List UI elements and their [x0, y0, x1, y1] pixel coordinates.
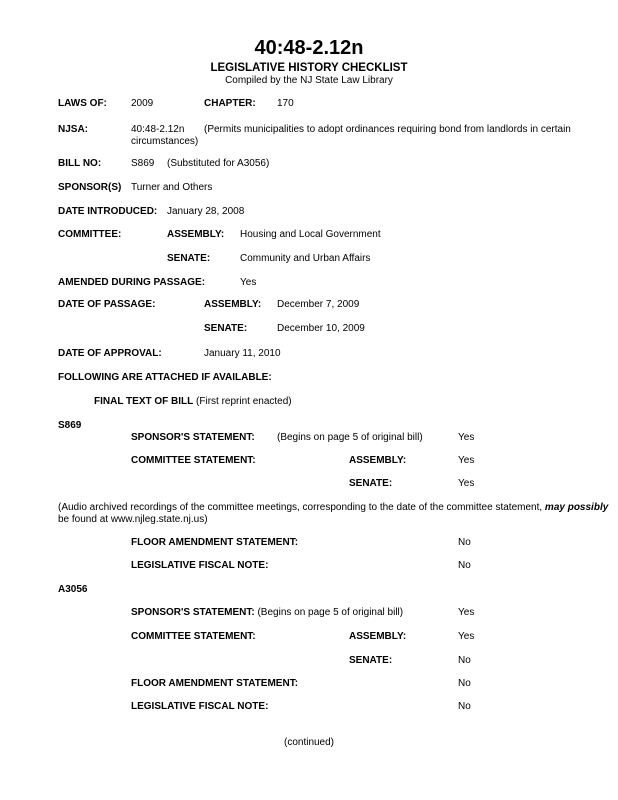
a3056-floor-amendment-value: No — [458, 678, 471, 689]
s869-floor-amendment-label: FLOOR AMENDMENT STATEMENT: — [131, 537, 299, 548]
a3056-committee-statement-label: COMMITTEE STATEMENT: — [131, 631, 256, 642]
committee-senate-label: SENATE: — [167, 253, 211, 264]
committee-assembly-label: ASSEMBLY: — [167, 229, 225, 240]
bill-no-value: S869 — [131, 158, 155, 169]
date-introduced-value: January 28, 2008 — [167, 206, 245, 217]
s869-committee-senate-label: SENATE: — [349, 478, 393, 489]
audio-note-line2: be found at www.njleg.state.nj.us) — [58, 514, 208, 525]
laws-of-label: LAWS OF: — [58, 98, 107, 109]
compiled-by: Compiled by the NJ State Law Library — [225, 75, 393, 86]
passage-senate-value: December 10, 2009 — [277, 323, 365, 334]
a3056-sponsor-statement-value: Yes — [458, 607, 475, 618]
chapter-value: 170 — [277, 98, 294, 109]
approval-label: DATE OF APPROVAL: — [58, 348, 162, 359]
a3056-floor-amendment-label: FLOOR AMENDMENT STATEMENT: — [131, 678, 299, 689]
committee-senate-value: Community and Urban Affairs — [240, 253, 371, 264]
s869-sponsor-statement-label: SPONSOR'S STATEMENT: — [131, 432, 255, 443]
a3056-fiscal-note-label: LEGISLATIVE FISCAL NOTE: — [131, 701, 269, 712]
njsa-description: (Permits municipalities to adopt ordinances requiring bond from landlords in certain — [204, 124, 571, 135]
attached-heading: FOLLOWING ARE ATTACHED IF AVAILABLE: — [58, 372, 272, 383]
s869-sponsor-statement-value: Yes — [458, 432, 475, 443]
s869-bill-heading: S869 — [58, 420, 82, 431]
passage-label: DATE OF PASSAGE: — [58, 299, 156, 310]
njsa-description-cont: circumstances) — [131, 136, 199, 147]
amended-label: AMENDED DURING PASSAGE: — [58, 277, 206, 288]
final-text-row — [94, 396, 292, 408]
chapter-label: CHAPTER: — [204, 98, 256, 109]
passage-assembly-label: ASSEMBLY: — [204, 299, 262, 310]
s869-committee-assembly-label: ASSEMBLY: — [349, 455, 407, 466]
amended-value: Yes — [240, 277, 257, 288]
passage-senate-label: SENATE: — [204, 323, 248, 334]
s869-committee-senate-value: Yes — [458, 478, 475, 489]
a3056-committee-senate-label: SENATE: — [349, 655, 393, 666]
audio-note-emphasis: may possibly — [544, 502, 609, 513]
passage-assembly-value: December 7, 2009 — [277, 299, 360, 310]
sponsors-value: Turner and Others — [131, 182, 213, 193]
njsa-label: NJSA: — [58, 124, 89, 135]
a3056-sponsor-row — [131, 607, 403, 619]
final-text-note: (First reprint enacted) — [196, 396, 292, 407]
a3056-sponsor-statement-label: SPONSOR'S STATEMENT: — [131, 607, 255, 618]
final-text-label: FINAL TEXT OF BILL — [94, 396, 194, 407]
a3056-committee-assembly-value: Yes — [458, 631, 475, 642]
bill-no-label: BILL NO: — [58, 158, 102, 169]
a3056-committee-senate-value: No — [458, 655, 471, 666]
committee-assembly-value: Housing and Local Government — [240, 229, 381, 240]
date-introduced-label: DATE INTRODUCED: — [58, 206, 158, 217]
laws-of-value: 2009 — [131, 98, 154, 109]
continued-note: (continued) — [283, 737, 335, 748]
committee-label: COMMITTEE: — [58, 229, 122, 240]
a3056-sponsor-statement-note: (Begins on page 5 of original bill) — [257, 607, 404, 618]
statute-title: 40:48-2.12n — [254, 37, 364, 59]
s869-committee-statement-label: COMMITTEE STATEMENT: — [131, 455, 256, 466]
s869-floor-amendment-value: No — [458, 537, 471, 548]
approval-value: January 11, 2010 — [204, 348, 281, 359]
bill-no-note: (Substituted for A3056) — [167, 158, 270, 169]
audio-note-text: (Audio archived recordings of the committee meetings, corresponding to the date of the committee statement, — [58, 502, 545, 513]
checklist-title: LEGISLATIVE HISTORY CHECKLIST — [210, 62, 408, 74]
sponsors-label: SPONSOR(S) — [58, 182, 122, 193]
s869-sponsor-statement-note: (Begins on page 5 of original bill) — [277, 432, 423, 443]
s869-committee-assembly-value: Yes — [458, 455, 475, 466]
njsa-value: 40:48-2.12n — [131, 124, 185, 135]
a3056-committee-assembly-label: ASSEMBLY: — [349, 631, 407, 642]
s869-fiscal-note-label: LEGISLATIVE FISCAL NOTE: — [131, 560, 269, 571]
s869-fiscal-note-value: No — [458, 560, 471, 571]
audio-note-line1 — [58, 502, 608, 514]
a3056-bill-heading: A3056 — [58, 584, 88, 595]
a3056-fiscal-note-value: No — [458, 701, 471, 712]
